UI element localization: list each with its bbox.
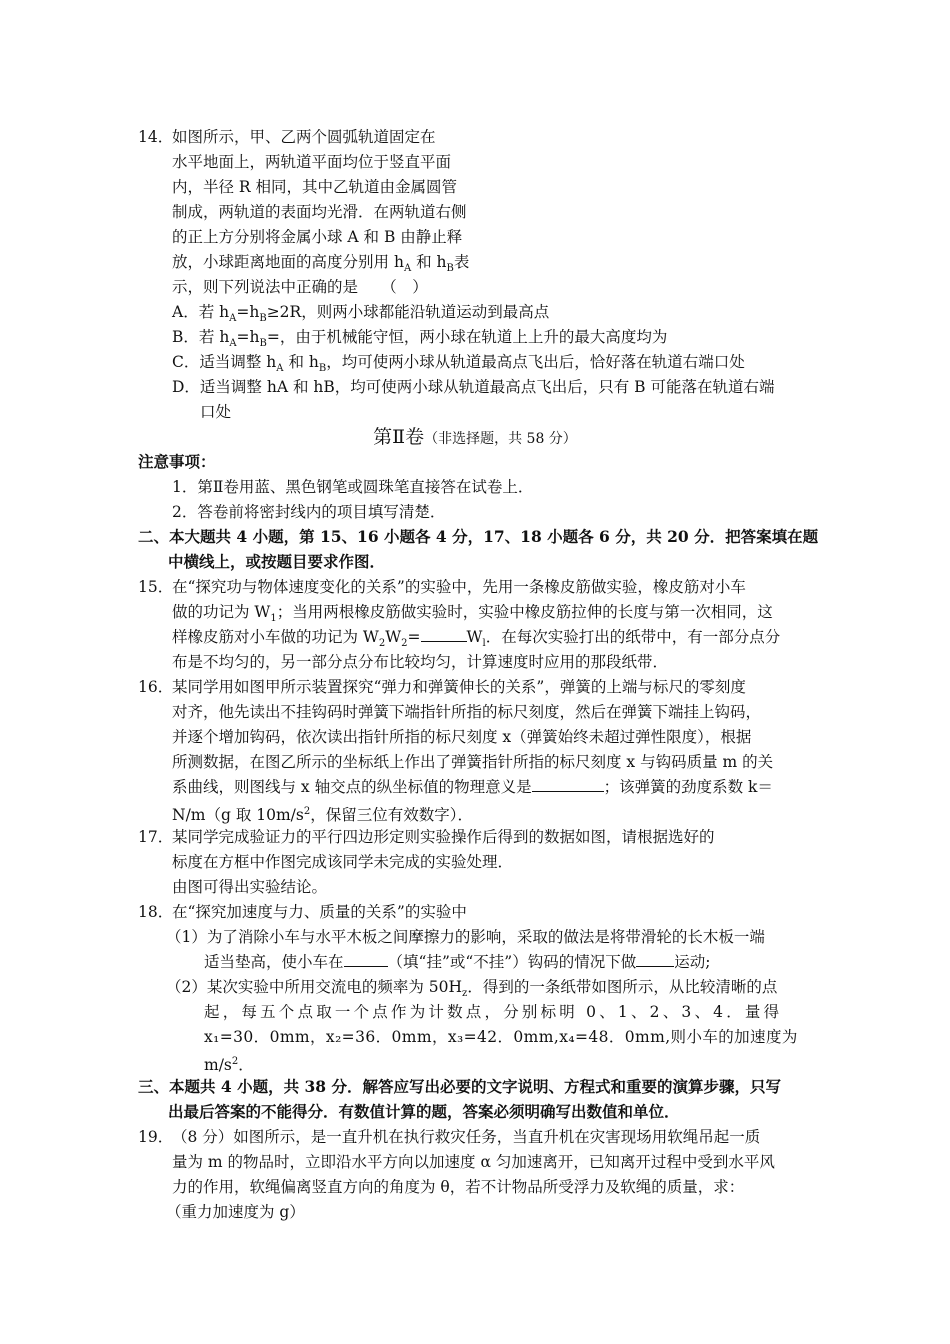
- q14-option-b: B．若 $h_A=h_B=$，由于机械能守恒，两小球在轨道上上升的最大高度均为: [172, 328, 668, 350]
- q15-line-3: 样橡皮筋对小车做的功记为 $W_2W_2= W_l$．在每次实验打出的纸带中，有一部分点分: [172, 628, 781, 650]
- notice-item-1: 1．第Ⅱ卷用蓝、黑色钢笔或圆珠笔直接答在试卷上．: [172, 478, 534, 496]
- q14-line-5: 的正上方分别将金属小球 A 和 B 由静止释: [172, 228, 463, 246]
- notice-heading: 注意事项：: [138, 452, 216, 471]
- q18-part2-line-3: x₁=30．0mm，x₂=36．0mm，x₃=42．0mm,x₄=48．0mm,则小车的加速度为: [204, 1028, 798, 1046]
- q16-line-4: 所测数据，在图乙所示的坐标纸上作出了弹簧指针所指的标尺刻度 x 与钩码质量 m 的关: [172, 753, 774, 771]
- section-2-line-2: 中横线上，或按题目要求作图．: [168, 552, 386, 571]
- q18-part2-line-2: 起，每五个点取一个点作为计数点，分别标明 0、1、2、3、4．量得: [204, 1003, 783, 1021]
- q16-line-1: 某同学用如图甲所示装置探究“弹力和弹簧伸长的关系”，弹簧的上端与标尺的零刻度: [172, 678, 746, 696]
- q16-line-3: 并逐个增加钩码，依次读出指针所指的标尺刻度 x（弹簧始终未超过弹性限度），根据: [172, 728, 752, 746]
- q15-number: 15．: [138, 578, 174, 596]
- q19-line-1: （8 分）如图所示，是一直升机在执行救灾任务，当直升机在灾害现场用软绳吊起一质: [172, 1128, 761, 1146]
- q14-line-4: 制成，两轨道的表面均光滑．在两轨道右侧: [172, 203, 467, 221]
- q16-answer-blank-1[interactable]: [532, 777, 604, 792]
- q18-part1-line-2: 适当垫高，使小车在 （填“挂”或“不挂”）钩码的情况下做 运动;: [204, 953, 711, 971]
- q15-line-1: 在“探究功与物体速度变化的关系”的实验中，先用一条橡皮筋做实验，橡皮筋对小车: [172, 578, 746, 596]
- section-2-line-1: 二、本大题共 4 小题，第 15、16 小题各 4 分，17、18 小题各 6 分，共 20 分．把答案填在题: [138, 527, 819, 546]
- q15-answer-blank[interactable]: [421, 627, 467, 642]
- q19-line-4: （重力加速度为 g）: [166, 1203, 305, 1221]
- part2-subtitle: （非选择题，共 58 分）: [424, 431, 577, 447]
- q14-and: 和: [416, 253, 432, 271]
- part2-heading: [0, 427, 950, 449]
- q18-number: 18．: [138, 903, 174, 921]
- notice-item-2: 2．答卷前将密封线内的项目填写清楚．: [172, 503, 446, 521]
- q15-line-2: 做的功记为 $W_1$；当用两根橡皮筋做实验时，实验中橡皮筋拉伸的长度与第一次相同，这: [172, 603, 773, 625]
- q14-line-6: 放，小球距离地面的高度分别用 $h_A$ 和 $h_B$表: [172, 253, 470, 275]
- q15-line-4: 布是不均匀的，另一部分点分布比较均匀，计算速度时应用的那段纸带．: [172, 653, 669, 671]
- q18-line-1: 在“探究加速度与力、质量的关系”的实验中: [172, 903, 467, 921]
- q14-line-6-text: 放，小球距离地面的高度分别用: [172, 253, 390, 271]
- q17-line-2: 标度在方框中作图完成该同学未完成的实验处理．: [172, 853, 514, 871]
- q14-line-6-tail: 表: [453, 253, 470, 271]
- q16-line-5: 系曲线，则图线与 x 轴交点的纵坐标值的物理意义是 ；该弹簧的劲度系数 k＝: [172, 778, 773, 796]
- section-3-line-2: 出最后答案的不能得分．有数值计算的题，答案必须明确写出数值和单位．: [168, 1102, 680, 1121]
- q16-number: 16．: [138, 678, 174, 696]
- q14-option-a: A．若 $h_A=h_B\ge 2R$，则两小球都能沿轨道运动到最高点: [172, 303, 550, 325]
- q18-answer-blank-1[interactable]: [344, 952, 388, 967]
- q17-line-3: 由图可得出实验结论。: [172, 878, 328, 896]
- q14-sub-a: A: [403, 263, 412, 275]
- q18-answer-blank-2[interactable]: [636, 952, 674, 967]
- section-3-line-1: 三、本题共 4 小题，共 38 分．解答应写出必要的文字说明、方程式和重要的演算步骤，只写: [138, 1077, 781, 1096]
- q18-part2-line-4: $m/s^2$．: [204, 1056, 254, 1075]
- q14-line-7: 示，则下列说法中正确的是 （ ）: [172, 278, 428, 296]
- q14-line-1: 如图所示，甲、乙两个圆弧轨道固定在: [172, 128, 436, 146]
- q19-number: 19．: [138, 1128, 174, 1146]
- q17-number: 17．: [138, 828, 174, 846]
- q16-line-2: 对齐，他先读出不挂钩码时弹簧下端指针所指的标尺刻度，然后在弹簧下端挂上钩码，: [172, 703, 762, 721]
- q14-option-d-cont: 口处: [200, 403, 232, 421]
- part2-title: 第Ⅱ卷: [373, 426, 425, 448]
- q14-line-3: 内，半径 R 相同，其中乙轨道由金属圆管: [172, 178, 458, 196]
- q19-line-3: 力的作用，软绳偏离竖直方向的角度为 θ，若不计物品所受浮力及软绳的质量，求：: [172, 1178, 745, 1196]
- q18-part1-line-1: （1）为了消除小车与水平木板之间摩擦力的影响，采取的做法是将带滑轮的长木板一端: [166, 928, 765, 946]
- q16-line-6: N/m（g 取 $10m/s^2$，保留三位有效数字）．: [172, 806, 473, 825]
- q17-line-1: 某同学完成验证力的平行四边形定则实验操作后得到的数据如图，请根据选好的: [172, 828, 715, 846]
- q18-part2-line-1: （2）某次实验中所用交流电的频率为 $50H_z$．得到的一条纸带如图所示，从比较清晰的点: [166, 978, 778, 1000]
- q14-option-c: C．适当调整 $h_A$ 和 $h_B$，均可使两小球从轨道最高点飞出后，恰好落在轨道右端口处: [172, 353, 745, 375]
- q19-line-2: 量为 m 的物品时，立即沿水平方向以加速度 α 匀加速离开，已知离开过程中受到水平风: [172, 1153, 775, 1171]
- q14-option-d: D．适当调整 hA 和 hB，均可使两小球从轨道最高点飞出后，只有 B 可能落在轨道右端: [172, 378, 775, 396]
- q14-line-2: 水平地面上，两轨道平面均位于竖直平面: [172, 153, 452, 171]
- q14-sub-b: B: [446, 263, 454, 275]
- q14-number: 14．: [138, 128, 174, 146]
